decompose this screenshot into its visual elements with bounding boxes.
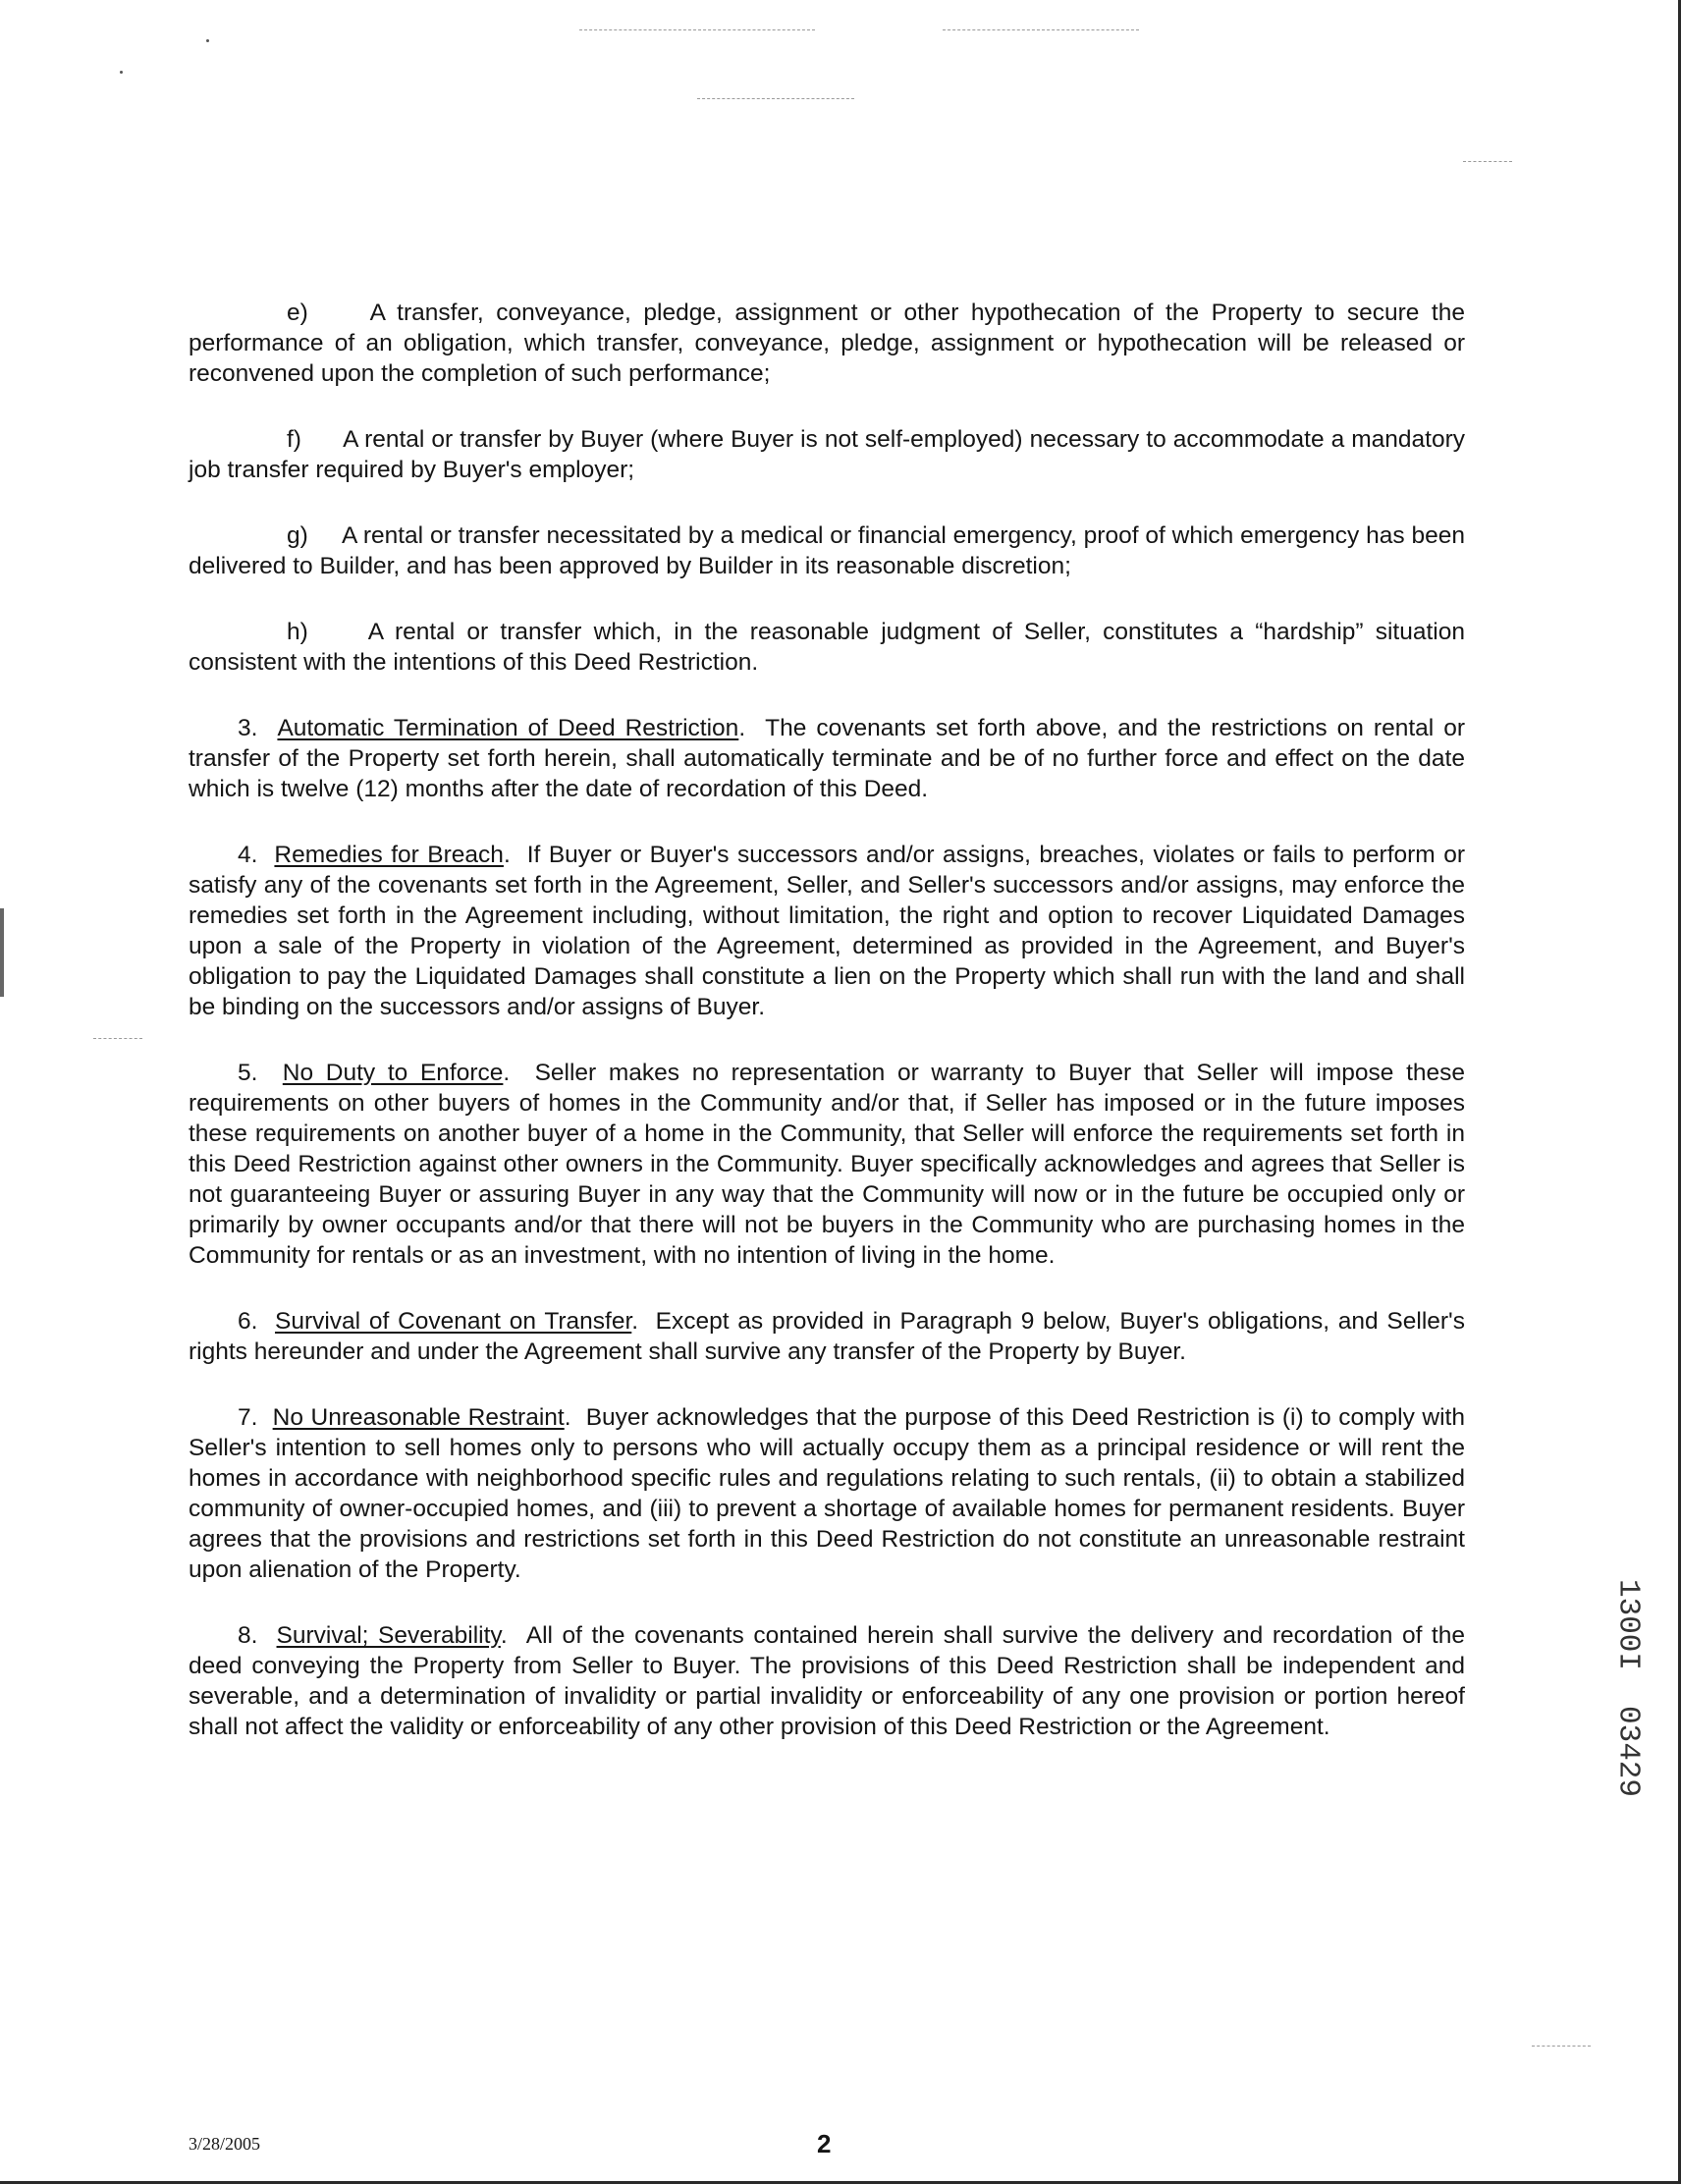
section-4: 4. Remedies for Breach. If Buyer or Buyer's successors and/or assigns, breaches, violates or fails to perform or satisfy any of the covenants set forth in the Agreement, Seller, and Seller's successors and/or assigns, may enforce the remedies set forth in the Agreement including, without limitation, the right and option to recover Liquidated Damages upon a sale of the Property in violation of the Agreement, determined as provided in the Agreement, and Buyer's obligation to pay the Liquidated Damages shall constitute a lien on the Property which shall run with the land and shall be binding on the successors and/or assigns of Buyer.: [189, 842, 1465, 1020]
section-number: 4.: [238, 842, 258, 868]
section-8: 8. Survival; Severability. All of the covenants contained herein shall survive the delivery and recordation of the deed conveying the Property from Seller to Buyer. The provisions of this Deed Restriction shall be independent and severable, and a determination of invalidity or partial invalidity or enforceability of any one provision or portion hereof shall not affect the validity or enforceability of any other provision of this Deed Restriction or the Agreement.: [189, 1622, 1465, 1740]
page-number: 2: [817, 2129, 832, 2158]
footer-date: 3/28/2005: [189, 2134, 261, 2154]
section-number: 3.: [238, 715, 258, 741]
recording-stamp: [1608, 1579, 1648, 1797]
subclause-h: [189, 617, 1465, 678]
scan-artifact: [0, 908, 4, 997]
scan-artifact: [93, 1038, 142, 1040]
scan-artifact: [943, 29, 1139, 31]
scan-artifact: [206, 39, 209, 42]
scan-artifact: [1463, 161, 1512, 163]
section-heading: Remedies for Breach: [274, 842, 504, 868]
section-heading: No Duty to Enforce: [282, 1060, 504, 1086]
subclause-text: A rental or transfer by Buyer (where Buyer is not self-employed) necessary to accommodate a mandatory job transfer required by Buyer's employer;: [189, 426, 1466, 483]
stamp-part-1: 1300I: [1610, 1579, 1646, 1671]
section-number: 8.: [238, 1622, 258, 1649]
section-number: 6.: [238, 1308, 258, 1335]
section-text: Except as provided in Paragraph 9 below, Buyer's obligations, and Seller's rights hereunder and under the Agreement shall survive any transfer of the Property by Buyer.: [189, 1308, 1465, 1365]
section-6: 6. Survival of Covenant on Transfer. Except as provided in Paragraph 9 below, Buyer's obligations, and Seller's rights hereunder and under the Agreement shall survive any transfer of the Property by Buyer.: [189, 1308, 1465, 1365]
section-text: All of the covenants contained herein shall survive the delivery and recordation of the deed conveying the Property from Seller to Buyer. The provisions of this Deed Restriction shall be independent and severable, and a determination of invalidity or partial invalidity or enforceability of any one provision or portion hereof shall not affect the validity or enforceability of any other provision of this Deed Restriction or the Agreement.: [189, 1622, 1465, 1740]
subclause-text: A rental or transfer which, in the reasonable judgment of Seller, constitutes a “hardship” situation consistent with the intentions of this Deed Restriction.: [189, 619, 1465, 676]
stamp-part-2: 03429: [1610, 1706, 1646, 1798]
section-number: 5.: [238, 1060, 258, 1086]
subclause-text: A rental or transfer necessitated by a medical or financial emergency, proof of which emergency has been delivered to Builder, and has been approved by Builder in its reasonable discretion;: [189, 522, 1465, 579]
section-number: 7.: [238, 1404, 258, 1431]
subclause-g: [189, 520, 1465, 581]
subclause-label: f): [287, 426, 301, 453]
section-text: The covenants set forth above, and the restrictions on rental or transfer of the Property set forth herein, shall automatically terminate and be of no further force and effect on the date which is twelve (12) months after the date of recordation of this Deed.: [189, 715, 1465, 802]
section-text: Seller makes no representation or warranty to Buyer that Seller will impose these requirements on other buyers of homes in the Community and/or that, if Seller has imposed or in the future imposes these requirements on another buyer of a home in the Community, that Seller will enforce the requirements set forth in this Deed Restriction against other owners in the Community. Buyer specifically acknowledges and agrees that Seller is not guaranteeing Buyer or assuring Buyer in any way that the Community will now or in the future be occupied only or primarily by owner occupants and/or that there will not be buyers in the Community who are purchasing homes in the Community for rentals or as an investment, with no intention of living in the home.: [189, 1060, 1466, 1269]
section-text: If Buyer or Buyer's successors and/or assigns, breaches, violates or fails to perform or satisfy any of the covenants set forth in the Agreement, Seller, and Seller's successors and/or assigns, may enforce the remedies set forth in the Agreement including, without limitation, the right and option to recover Liquidated Damages upon a sale of the Property in violation of the Agreement, determined as provided in the Agreement, and Buyer's obligation to pay the Liquidated Damages shall constitute a lien on the Property which shall run with the land and shall be binding on the successors and/or assigns of Buyer.: [189, 842, 1465, 1020]
scan-artifact: [579, 29, 815, 31]
section-heading: Automatic Termination of Deed Restriction: [277, 715, 739, 741]
section-heading: Survival of Covenant on Transfer: [274, 1308, 632, 1335]
subclause-e: [189, 298, 1465, 389]
section-heading: No Unreasonable Restraint: [272, 1404, 565, 1431]
section-7: 7. No Unreasonable Restraint. Buyer acknowledges that the purpose of this Deed Restriction is (i) to comply with Seller's intention to sell homes only to persons who will actually occupy them as a principal residence or will rent the homes in accordance with neighborhood specific rules and regulations relating to such rentals, (ii) to obtain a stabilized community of owner-occupied homes, and (iii) to prevent a shortage of available homes for permanent residents. Buyer agrees that the provisions and restrictions set forth in this Deed Restriction do not constitute an unreasonable restraint upon alienation of the Property.: [189, 1404, 1465, 1583]
subclause-text: A transfer, conveyance, pledge, assignment or other hypothecation of the Property to secure the performance of an obligation, which transfer, conveyance, pledge, assignment or hypothecation will be released or reconvened upon the completion of such performance;: [189, 300, 1465, 387]
section-heading: Survival; Severability: [276, 1622, 501, 1649]
subclause-label: e): [287, 300, 308, 326]
scan-artifact: [697, 98, 854, 100]
section-3: 3. Automatic Termination of Deed Restriction. The covenants set forth above, and the restrictions on rental or transfer of the Property set forth herein, shall automatically terminate and be of no further force and effect on the date which is twelve (12) months after the date of recordation of this Deed.: [189, 715, 1465, 802]
subclause-label: g): [287, 522, 308, 549]
document-body: [189, 298, 1465, 1742]
subclause-f: [189, 424, 1465, 485]
scan-artifact: [120, 71, 123, 74]
scan-artifact: [1532, 2046, 1591, 2048]
section-text: Buyer acknowledges that the purpose of this Deed Restriction is (i) to comply with Seller's intention to sell homes only to persons who will actually occupy them as a principal residence or will rent the homes in accordance with neighborhood specific rules and regulations relating to such rentals, (ii) to obtain a stabilized community of owner-occupied homes, and (iii) to prevent a shortage of available homes for permanent residents. Buyer agrees that the provisions and restrictions set forth in this Deed Restriction do not constitute an unreasonable restraint upon alienation of the Property.: [189, 1404, 1465, 1583]
subclause-label: h): [287, 619, 308, 645]
section-5: 5. No Duty to Enforce. Seller makes no representation or warranty to Buyer that Seller will impose these requirements on other buyers of homes in the Community and/or that, if Seller has imposed or in the future imposes these requirements on another buyer of a home in the Community, that Seller will enforce the requirements set forth in this Deed Restriction against other owners in the Community. Buyer specifically acknowledges and agrees that Seller is not guaranteeing Buyer or assuring Buyer in any way that the Community will now or in the future be occupied only or primarily by owner occupants and/or that there will not be buyers in the Community who are purchasing homes in the Community for rentals or as an investment, with no intention of living in the home.: [189, 1060, 1466, 1269]
